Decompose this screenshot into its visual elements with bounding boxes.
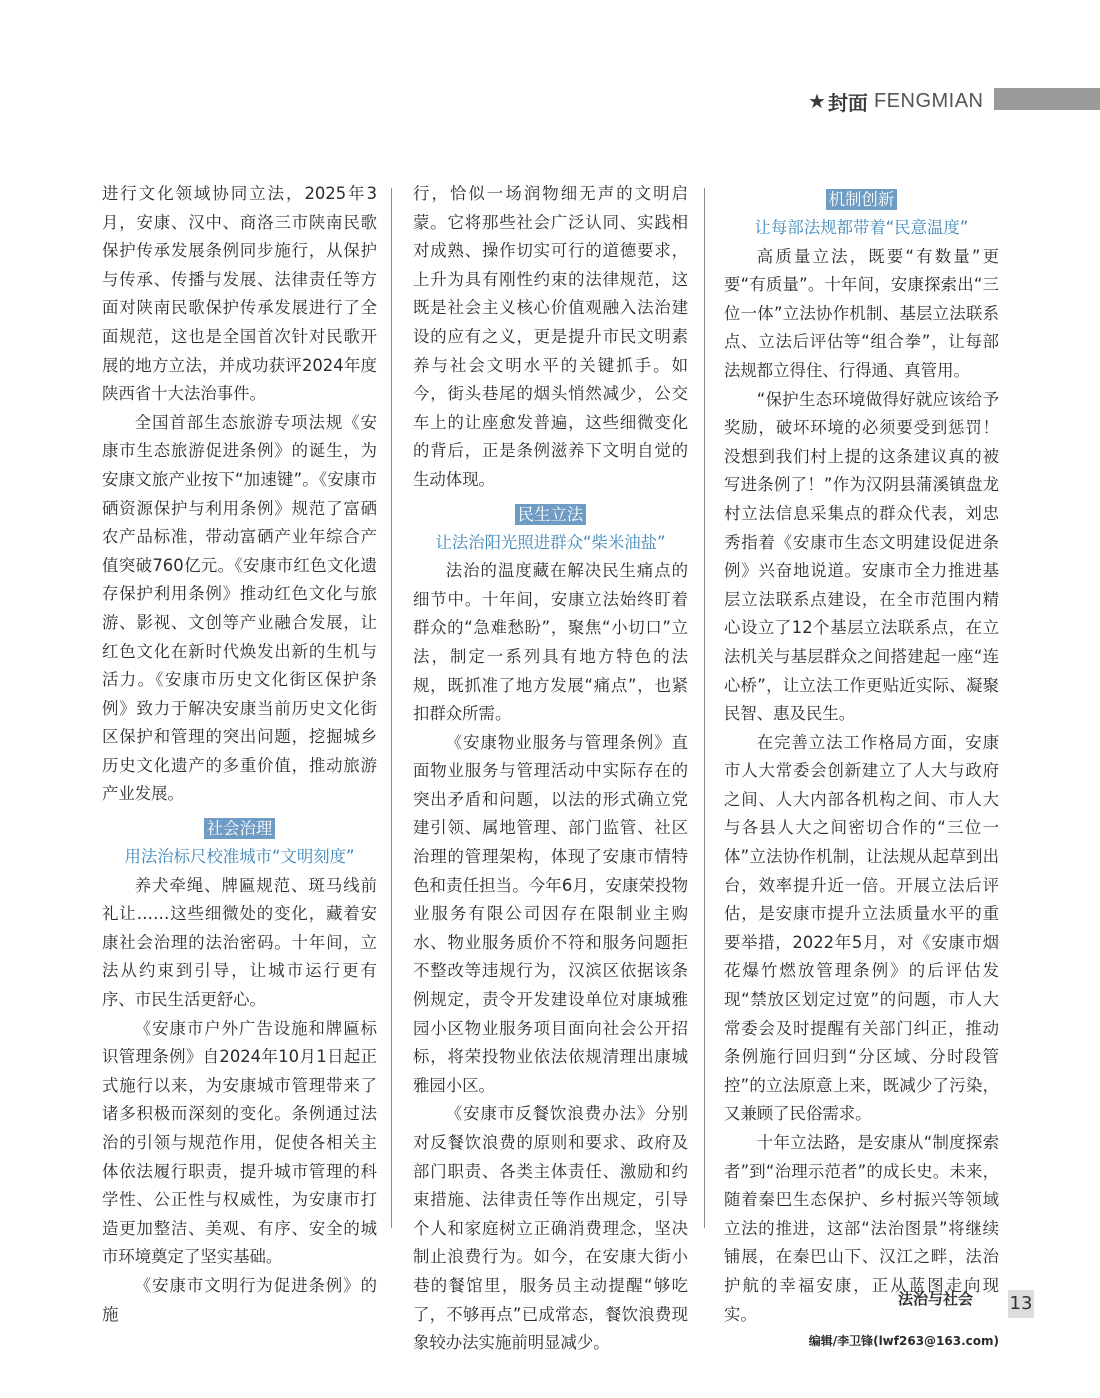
paragraph: 《安康市反餐饮浪费办法》分别对反餐饮浪费的原则和要求、政府及部门职责、各类主体责任、激励和约束措施、法律责任等作出规定，引导个人和家庭树立正确消费理念，坚决制止浪费行为。如今，在安康大街小巷的餐馆里，服务员主动提醒“够吃了，不够再点”已成常态，餐饮浪费现象较办法实施前明显减少。 (413, 1104, 688, 1353)
column-2 (413, 180, 688, 1358)
section-title: 用法治标尺校准城市“文明刻度” (124, 847, 355, 867)
section-tag-label: 社会治理 (204, 818, 276, 839)
paragraph: 高质量立法，既要“有数量”更要“有质量”。十年间，安康探索出“三位一体”立法协作机制、基层立法联系点、立法后评估等“组合拳”，让每部法规都立得住、行得通、真管用。 (724, 246, 999, 380)
section-title: 让法治阳光照进群众“柴米油盐” (435, 532, 666, 552)
page-number: 13 (1008, 1290, 1034, 1318)
paragraph: 《安康物业服务与管理条例》直面物业服务与管理活动中实际存在的突出矛盾和问题，以法的形式确立党建引领、属地管理、部门监管、社区治理的管理架构，体现了安康市情特色和责任担当。今年6月，安康荣投物业服务有限公司因存在限制业主购水、物业服务质价不符和服务问题拒不整改等违规行为，汉滨区依据该条例规定，责令开发建设单位对康城雅园小区物业服务项目面向社会公开招标，将荣投物业依法依规清理出康城雅园小区。 (413, 732, 688, 1095)
section-title: 让每部法规都带着“民意温度” (754, 218, 969, 237)
paragraph: 进行文化领域协同立法，2025年3月，安康、汉中、商洛三市陕南民歌保护传承发展条例同步施行，从保护与传承、传播与发展、法律责任等方面对陕南民歌保护传承发展进行了全面规范，这也是全国首次针对民歌开展的地方立法，并成功获评2024年度陕西省十大法治事件。 (102, 184, 377, 404)
magazine-title: 法治与社会 (898, 1290, 974, 1308)
paragraph: 在完善立法工作格局方面，安康市人大常委会创新建立了人大与政府之间、人大内部各机构之间、市人大与各县人大之间密切合作的“三位一体”立法协作机制，让法规从起草到出台，效率提升近一倍。开展立法后评估，是安康市提升立法质量水平的重要举措，2022年5月，对《安康市烟花爆竹燃放管理条例》的后评估发现“禁放区划定过宽”的问题，市人大常委会及时提醒有关部门纠正，推动条例施行回归到“分区域、分时段管控”的立法原意上来，既减少了污染，又兼顾了民俗需求。 (724, 732, 999, 1124)
paragraph: 法治的温度藏在解决民生痛点的细节中。十年间，安康立法始终盯着群众的“急难愁盼”，聚焦“小切口”立法，制定一系列具有地方特色的法规，既抓准了地方发展“痛点”，也紧扣群众所需。 (413, 561, 688, 724)
paragraph: 养犬牵绳、牌匾规范、斑马线前礼让……这些细微处的变化，藏着安康社会治理的法治密码。十年间，立法从约束到引导，让城市运行更有序、市民生活更舒心。 (102, 875, 377, 1010)
section-tag (102, 815, 377, 843)
column-3 (724, 180, 999, 1351)
section-header (808, 86, 984, 116)
column-divider (704, 188, 705, 1228)
paragraph: 《安康市文明行为促进条例》的施 (102, 1275, 377, 1324)
column-1 (102, 180, 377, 1329)
section-tag-label: 民生立法 (515, 504, 587, 525)
paragraph: “保护生态环境做得好就应该给予奖励，破坏环境的必须要受到惩罚！没想到我们村上提的这条建议真的被写进条例了！”作为汉阴县蒲溪镇盘龙村立法信息采集点的群众代表，刘忠秀指着《安康市生态文明建设促进条例》兴奋地说道。安康市全力推进基层立法联系点建设，在全市范围内精心设立了12个基层立法联系点，在立法机关与基层群众之间搭建起一座“连心桥”，让立法工作更贴近实际、凝聚民智、惠及民生。 (724, 389, 999, 724)
paragraph: 行，恰似一场润物细无声的文明启蒙。它将那些社会广泛认同、实践相对成熟、操作切实可行的道德要求，上升为具有刚性约束的法律规范，这既是社会主义核心价值观融入法治建设的应有之义，更是提升市民文明素养与社会文明水平的关键抓手。如今，街头巷尾的烟头悄然减少，公交车上的让座愈发普遍，这些细微变化的背后，正是条例滋养下文明自觉的生动体现。 (413, 184, 688, 489)
section-tag (724, 186, 999, 214)
header-bar (994, 88, 1100, 110)
section-name-cn: 封面 (827, 90, 868, 115)
paragraph: 《安康市户外广告设施和牌匾标识管理条例》自2024年10月1日起正式施行以来，为安康城市管理带来了诸多积极而深刻的变化。条例通过法治的引领与规范作用，促使各相关主体依法履行职责，提升城市管理的科学性、公正性与权威性，为安康市打造更加整洁、美观、有序、安全的城市环境奠定了坚实基础。 (102, 1018, 377, 1267)
star-icon: ★ (808, 89, 826, 113)
paragraph: 全国首部生态旅游专项法规《安康市生态旅游促进条例》的诞生，为安康文旅产业按下“加速键”。《安康市硒资源保护与利用条例》规范了富硒农产品标准，带动富硒产业年综合产值突破760亿元。《安康市红色文化遗存保护利用条例》推动红色文化与旅游、影视、文创等产业融合发展，让红色文化在新时代焕发出新的生机与活力。《安康市历史文化街区保护条例》致力于解决安康当前历史文化街区保护和管理的突出问题，挖掘城乡历史文化遗产的多重价值，推动旅游产业发展。 (102, 412, 377, 804)
paragraph: 十年立法路，是安康从“制度探索者”到“治理示范者”的成长史。未来，随着秦巴生态保护、乡村振兴等领域立法的推进，这部“法治图景”将继续铺展，在秦巴山下、汉江之畔，法治护航的幸福安康，正从蓝图走向现实。 (724, 1133, 999, 1324)
section-tag (413, 501, 688, 529)
section-tag-label: 机制创新 (826, 189, 898, 210)
section-name-en: FENGMIAN (873, 89, 984, 112)
column-divider (391, 188, 392, 1228)
editor-credit: 编辑/李卫锋(lwf263@163.com) (808, 1334, 999, 1349)
